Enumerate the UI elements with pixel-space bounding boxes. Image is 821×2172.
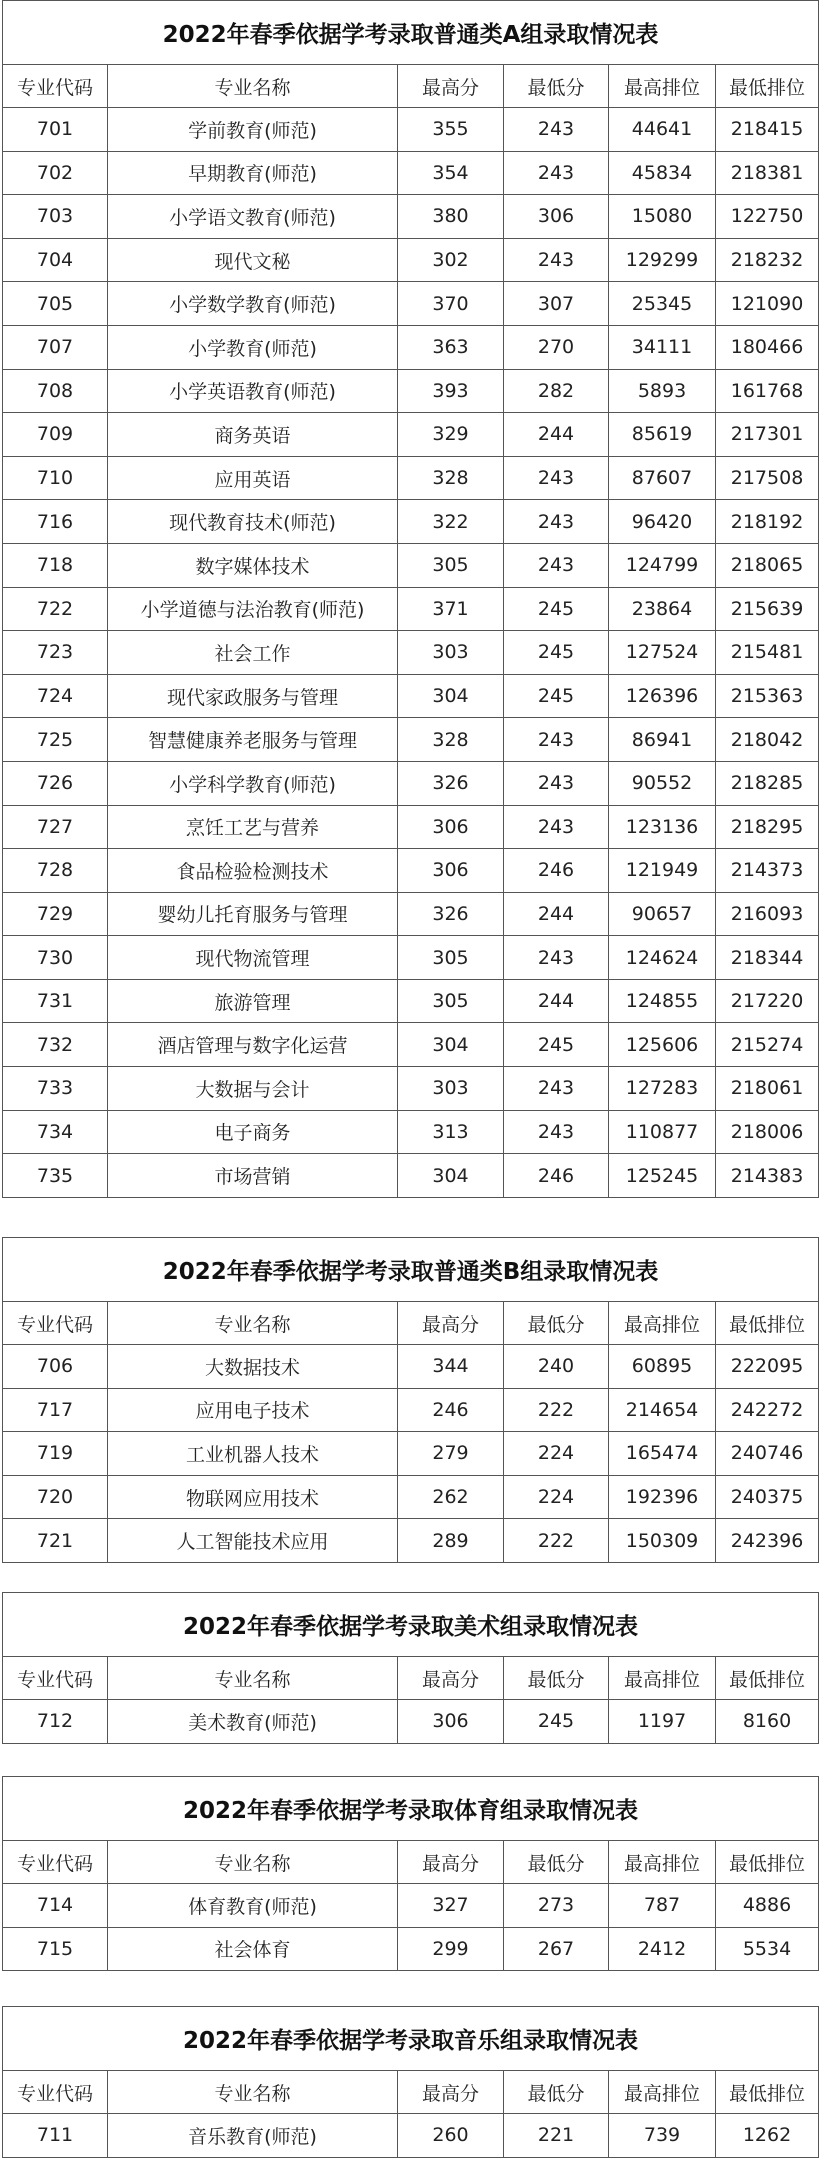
table-cell: 60895 [609,1345,716,1389]
table-row [3,2114,819,2158]
column-header: 最高排位 [609,1302,716,1345]
table-cell: 165474 [609,1432,716,1476]
column-header: 专业代码 [3,1302,108,1345]
admission-table-5 [2,2006,819,2158]
table-cell: 215274 [716,1023,819,1067]
table-row [3,1067,819,1111]
table-row [3,1154,819,1198]
table-cell: 旅游管理 [108,979,398,1023]
table-cell: 303 [398,631,504,675]
table-cell: 243 [504,936,609,980]
table-cell: 214383 [716,1154,819,1198]
table-cell: 124855 [609,979,716,1023]
table-cell: 327 [398,1884,504,1928]
table-cell: 303 [398,1067,504,1111]
table-cell: 221 [504,2114,609,2158]
table-cell: 214654 [609,1388,716,1432]
table-cell: 121090 [716,282,819,326]
column-header: 专业代码 [3,1841,108,1884]
column-header: 最高排位 [609,1657,716,1700]
table-cell: 人工智能技术应用 [108,1519,398,1563]
table-row [3,325,819,369]
table-row [3,500,819,544]
table-cell: 物联网应用技术 [108,1475,398,1519]
column-header: 最高排位 [609,1841,716,1884]
column-header: 专业名称 [108,1841,398,1884]
table-cell: 1262 [716,2114,819,2158]
table-cell: 739 [609,2114,716,2158]
table-row [3,805,819,849]
column-header: 专业名称 [108,1657,398,1700]
table-row [3,413,819,457]
column-header: 最低分 [504,1302,609,1345]
table-cell: 306 [398,805,504,849]
table-cell: 304 [398,1023,504,1067]
table-cell: 305 [398,936,504,980]
table-cell: 717 [3,1388,108,1432]
table-cell: 240375 [716,1475,819,1519]
table-cell: 787 [609,1884,716,1928]
table-cell: 262 [398,1475,504,1519]
table-cell: 245 [504,631,609,675]
table-cell: 380 [398,195,504,239]
table-cell: 121949 [609,849,716,893]
table-cell: 718 [3,543,108,587]
table-row [3,1884,819,1928]
column-header: 最低排位 [716,1841,819,1884]
table-cell: 智慧健康养老服务与管理 [108,718,398,762]
table-cell: 216093 [716,892,819,936]
table-cell: 129299 [609,238,716,282]
table-cell: 329 [398,413,504,457]
column-header: 最高排位 [609,65,716,108]
table-cell: 218065 [716,543,819,587]
table-cell: 712 [3,1700,108,1744]
table-cell: 87607 [609,456,716,500]
table-cell: 299 [398,1927,504,1971]
column-header: 专业代码 [3,2071,108,2114]
table-row [3,1023,819,1067]
table-cell: 728 [3,849,108,893]
table-row [3,238,819,282]
column-header: 最高分 [398,1841,504,1884]
table-cell: 218381 [716,151,819,195]
table-cell: 304 [398,674,504,718]
table-cell: 美术教育(师范) [108,1700,398,1744]
table-cell: 217220 [716,979,819,1023]
column-header: 最低排位 [716,2071,819,2114]
column-header: 最低分 [504,1841,609,1884]
table-cell: 246 [398,1388,504,1432]
table-cell: 260 [398,2114,504,2158]
table-cell: 246 [504,1154,609,1198]
table-cell: 727 [3,805,108,849]
table-cell: 小学英语教育(师范) [108,369,398,413]
table-cell: 735 [3,1154,108,1198]
table-cell: 245 [504,1700,609,1744]
table-cell: 数字媒体技术 [108,543,398,587]
table-cell: 大数据与会计 [108,1067,398,1111]
table-cell: 食品检验检测技术 [108,849,398,893]
table-cell: 703 [3,195,108,239]
table-cell: 243 [504,543,609,587]
table-cell: 180466 [716,325,819,369]
table-cell: 708 [3,369,108,413]
table-cell: 218344 [716,936,819,980]
table-cell: 烹饪工艺与营养 [108,805,398,849]
table-cell: 245 [504,1023,609,1067]
table-cell: 371 [398,587,504,631]
table-cell: 722 [3,587,108,631]
table-cell: 707 [3,325,108,369]
header-row [3,1657,819,1700]
table-cell: 222 [504,1388,609,1432]
table-cell: 709 [3,413,108,457]
table-cell: 早期教育(师范) [108,151,398,195]
column-header: 专业名称 [108,1302,398,1345]
table-cell: 217508 [716,456,819,500]
column-header: 最高分 [398,65,504,108]
table-cell: 125606 [609,1023,716,1067]
table-cell: 242396 [716,1519,819,1563]
table-cell: 127524 [609,631,716,675]
table-cell: 715 [3,1927,108,1971]
table-row [3,1345,819,1389]
column-header: 最高排位 [609,2071,716,2114]
table-cell: 218285 [716,761,819,805]
table-cell: 应用英语 [108,456,398,500]
table-cell: 150309 [609,1519,716,1563]
table-cell: 305 [398,543,504,587]
table-cell: 306 [504,195,609,239]
table-cell: 244 [504,413,609,457]
table-cell: 326 [398,892,504,936]
table-cell: 734 [3,1110,108,1154]
table-cell: 245 [504,587,609,631]
table-cell: 306 [398,1700,504,1744]
table-cell: 720 [3,1475,108,1519]
table-cell: 243 [504,1067,609,1111]
table-cell: 小学道德与法治教育(师范) [108,587,398,631]
table-cell: 732 [3,1023,108,1067]
table-cell: 224 [504,1475,609,1519]
table-cell: 711 [3,2114,108,2158]
table-cell: 246 [504,849,609,893]
table-cell: 214373 [716,849,819,893]
table-row [3,849,819,893]
header-row [3,2071,819,2114]
table-cell: 90657 [609,892,716,936]
table-cell: 现代家政服务与管理 [108,674,398,718]
table-cell: 15080 [609,195,716,239]
table-cell: 34111 [609,325,716,369]
column-header: 最低分 [504,1657,609,1700]
table-row [3,543,819,587]
table-cell: 小学教育(师范) [108,325,398,369]
table-cell: 243 [504,718,609,762]
table-row [3,587,819,631]
table-cell: 704 [3,238,108,282]
column-header: 最低排位 [716,65,819,108]
table-cell: 313 [398,1110,504,1154]
table-row [3,631,819,675]
table-cell: 122750 [716,195,819,239]
header-row [3,1841,819,1884]
table-cell: 社会体育 [108,1927,398,1971]
table-cell: 217301 [716,413,819,457]
table-cell: 244 [504,979,609,1023]
table-row [3,979,819,1023]
table-cell: 218042 [716,718,819,762]
table-row [3,456,819,500]
table-cell: 8160 [716,1700,819,1744]
table-cell: 218006 [716,1110,819,1154]
table-cell: 393 [398,369,504,413]
table-cell: 现代文秘 [108,238,398,282]
column-header: 专业名称 [108,2071,398,2114]
table-cell: 716 [3,500,108,544]
table-cell: 724 [3,674,108,718]
table-cell: 322 [398,500,504,544]
table-cell: 2412 [609,1927,716,1971]
table-title: 2022年春季依据学考录取体育组录取情况表 [3,1777,819,1841]
table-cell: 270 [504,325,609,369]
table-cell: 289 [398,1519,504,1563]
column-header: 专业代码 [3,1657,108,1700]
table-row [3,151,819,195]
table-cell: 商务英语 [108,413,398,457]
table-cell: 305 [398,979,504,1023]
table-row [3,761,819,805]
header-row [3,65,819,108]
table-cell: 344 [398,1345,504,1389]
table-row [3,1927,819,1971]
table-cell: 市场营销 [108,1154,398,1198]
table-cell: 279 [398,1432,504,1476]
table-cell: 370 [398,282,504,326]
table-row [3,1432,819,1476]
table-cell: 363 [398,325,504,369]
admission-table-1 [2,0,819,1198]
table-cell: 5534 [716,1927,819,1971]
table-cell: 733 [3,1067,108,1111]
table-cell: 273 [504,1884,609,1928]
table-cell: 215639 [716,587,819,631]
column-header: 最高分 [398,1302,504,1345]
table-row [3,282,819,326]
table-cell: 302 [398,238,504,282]
table-cell: 224 [504,1432,609,1476]
table-cell: 244 [504,892,609,936]
table-cell: 243 [504,238,609,282]
table-cell: 215481 [716,631,819,675]
table-row [3,892,819,936]
table-cell: 23864 [609,587,716,631]
table-cell: 706 [3,1345,108,1389]
table-cell: 326 [398,761,504,805]
table-cell: 44641 [609,108,716,152]
table-cell: 243 [504,456,609,500]
table-cell: 730 [3,936,108,980]
table-cell: 大数据技术 [108,1345,398,1389]
table-cell: 体育教育(师范) [108,1884,398,1928]
table-cell: 719 [3,1432,108,1476]
table-cell: 701 [3,108,108,152]
table-cell: 5893 [609,369,716,413]
table-title: 2022年春季依据学考录取普通类B组录取情况表 [3,1238,819,1302]
table-cell: 723 [3,631,108,675]
table-cell: 婴幼儿托育服务与管理 [108,892,398,936]
table-cell: 218232 [716,238,819,282]
table-cell: 726 [3,761,108,805]
table-cell: 328 [398,456,504,500]
table-cell: 社会工作 [108,631,398,675]
table-row [3,674,819,718]
table-cell: 85619 [609,413,716,457]
table-cell: 现代教育技术(师范) [108,500,398,544]
table-cell: 222 [504,1519,609,1563]
table-cell: 243 [504,805,609,849]
table-row [3,936,819,980]
table-cell: 243 [504,761,609,805]
table-cell: 702 [3,151,108,195]
table-cell: 124624 [609,936,716,980]
table-cell: 243 [504,1110,609,1154]
table-row [3,718,819,762]
table-row [3,1475,819,1519]
header-row [3,1302,819,1345]
admission-table-2 [2,1237,819,1563]
table-cell: 306 [398,849,504,893]
table-cell: 240746 [716,1432,819,1476]
table-cell: 125245 [609,1154,716,1198]
table-cell: 110877 [609,1110,716,1154]
table-cell: 电子商务 [108,1110,398,1154]
column-header: 专业代码 [3,65,108,108]
table-cell: 1197 [609,1700,716,1744]
table-cell: 304 [398,1154,504,1198]
table-cell: 123136 [609,805,716,849]
table-cell: 240 [504,1345,609,1389]
column-header: 最低分 [504,2071,609,2114]
table-cell: 242272 [716,1388,819,1432]
table-cell: 721 [3,1519,108,1563]
table-row [3,195,819,239]
table-cell: 小学数学教育(师范) [108,282,398,326]
table-cell: 218295 [716,805,819,849]
table-cell: 267 [504,1927,609,1971]
table-cell: 725 [3,718,108,762]
table-cell: 45834 [609,151,716,195]
table-cell: 124799 [609,543,716,587]
table-cell: 243 [504,151,609,195]
table-cell: 127283 [609,1067,716,1111]
table-row [3,369,819,413]
table-cell: 酒店管理与数字化运营 [108,1023,398,1067]
table-cell: 218192 [716,500,819,544]
table-row [3,1519,819,1563]
table-row [3,1388,819,1432]
table-cell: 222095 [716,1345,819,1389]
table-cell: 731 [3,979,108,1023]
column-header: 最低排位 [716,1657,819,1700]
table-cell: 328 [398,718,504,762]
table-cell: 126396 [609,674,716,718]
table-cell: 小学语文教育(师范) [108,195,398,239]
table-title: 2022年春季依据学考录取普通类A组录取情况表 [3,1,819,65]
table-cell: 355 [398,108,504,152]
table-row [3,1110,819,1154]
table-row [3,1700,819,1744]
table-cell: 192396 [609,1475,716,1519]
table-cell: 710 [3,456,108,500]
column-header: 最低分 [504,65,609,108]
table-cell: 现代物流管理 [108,936,398,980]
table-cell: 215363 [716,674,819,718]
table-cell: 25345 [609,282,716,326]
table-cell: 729 [3,892,108,936]
table-cell: 161768 [716,369,819,413]
table-row [3,108,819,152]
table-cell: 工业机器人技术 [108,1432,398,1476]
table-cell: 307 [504,282,609,326]
table-cell: 243 [504,500,609,544]
table-cell: 218061 [716,1067,819,1111]
table-title: 2022年春季依据学考录取音乐组录取情况表 [3,2007,819,2071]
table-cell: 243 [504,108,609,152]
table-cell: 小学科学教育(师范) [108,761,398,805]
column-header: 专业名称 [108,65,398,108]
table-cell: 学前教育(师范) [108,108,398,152]
table-cell: 282 [504,369,609,413]
table-cell: 705 [3,282,108,326]
table-cell: 86941 [609,718,716,762]
table-cell: 96420 [609,500,716,544]
column-header: 最高分 [398,1657,504,1700]
table-cell: 90552 [609,761,716,805]
admission-table-4 [2,1776,819,1971]
table-cell: 354 [398,151,504,195]
table-cell: 714 [3,1884,108,1928]
table-cell: 音乐教育(师范) [108,2114,398,2158]
column-header: 最高分 [398,2071,504,2114]
table-title: 2022年春季依据学考录取美术组录取情况表 [3,1593,819,1657]
table-cell: 218415 [716,108,819,152]
column-header: 最低排位 [716,1302,819,1345]
table-cell: 应用电子技术 [108,1388,398,1432]
table-cell: 245 [504,674,609,718]
table-cell: 4886 [716,1884,819,1928]
admission-table-3 [2,1592,819,1744]
